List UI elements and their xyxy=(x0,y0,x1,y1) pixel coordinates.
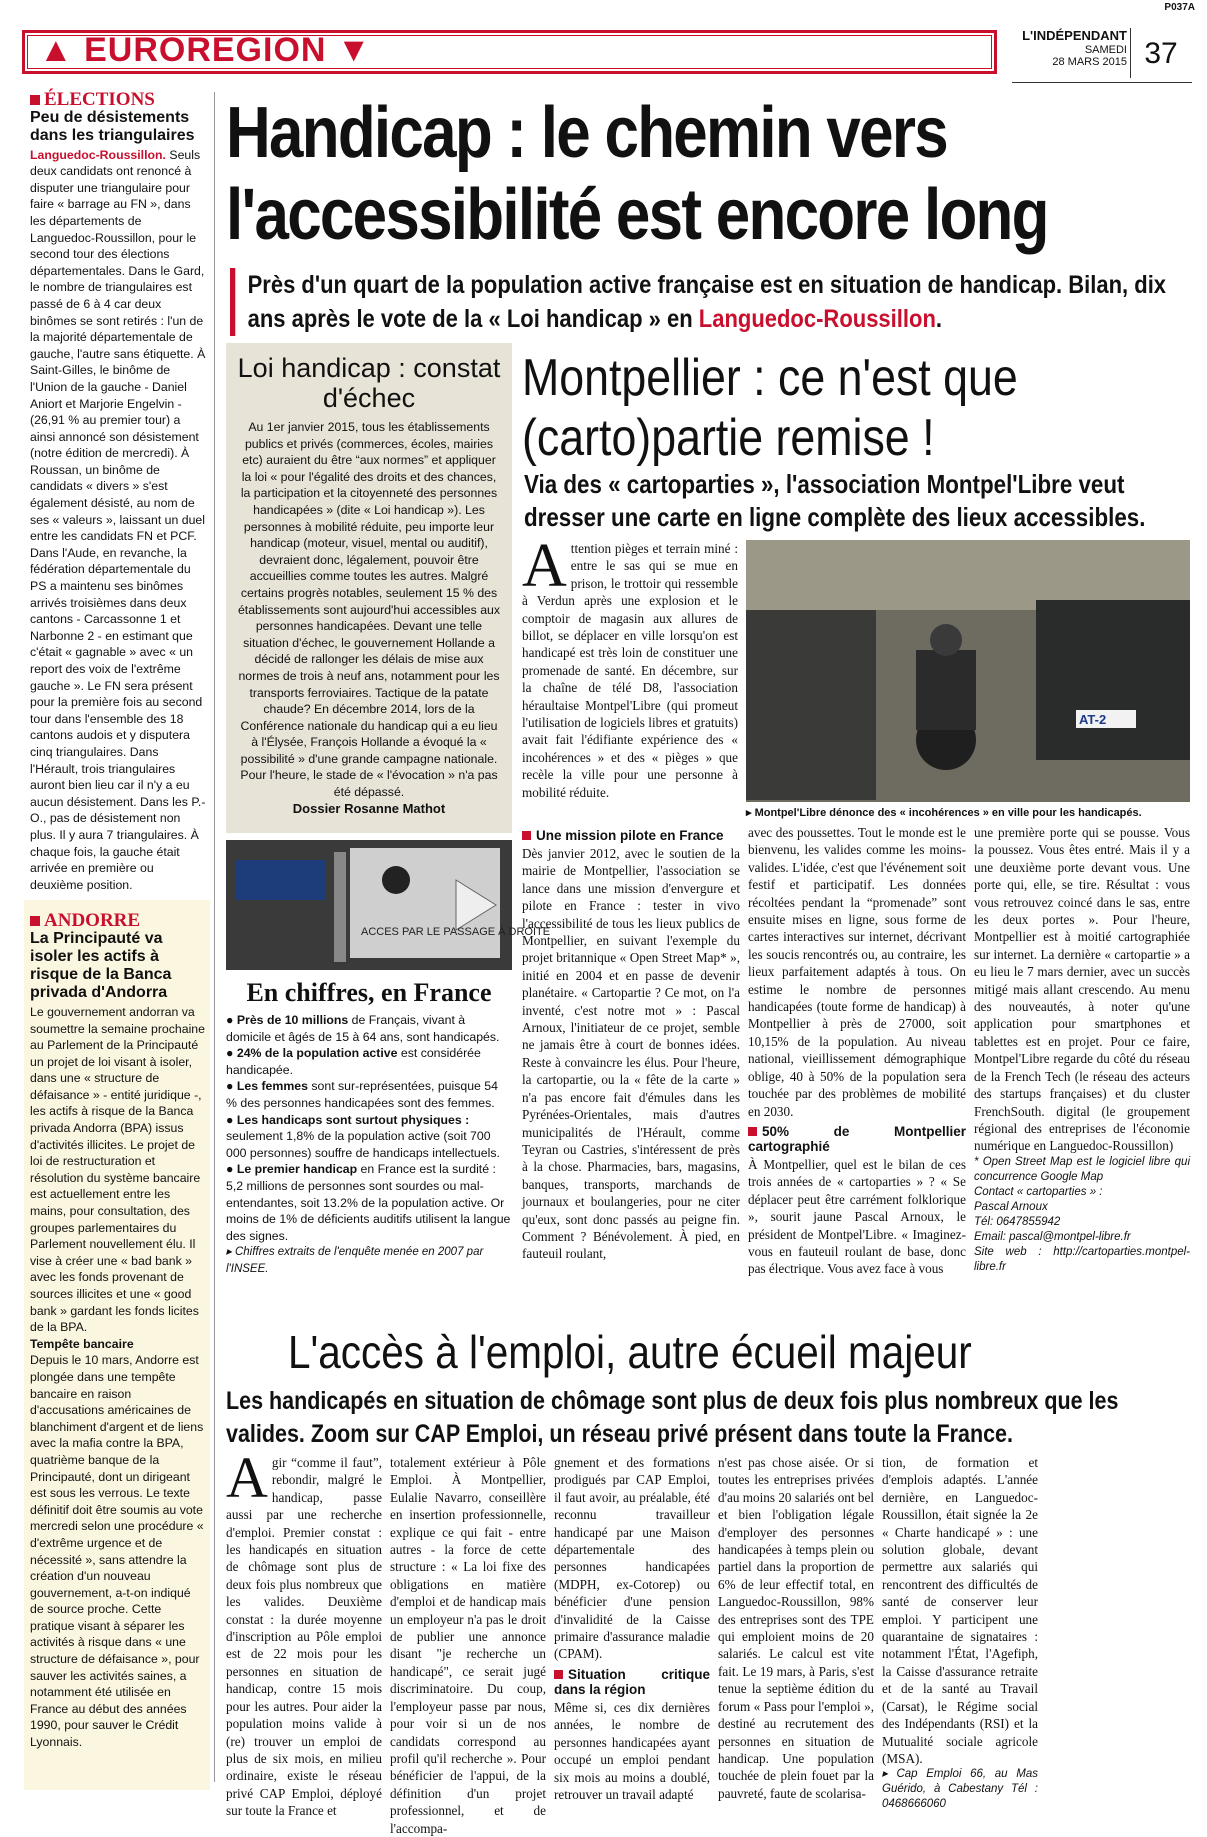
montpellier-contact: * Open Street Map est le logiciel libre qui concurrence Google Map Contact « cartoparties » : Pascal Arnoux Tél: 0647855942 Email: pascal@montpel-libre.fr Site web : http://cartoparties.montpel-libre.fr xyxy=(974,1155,1190,1273)
accessibility-sign-photo xyxy=(226,840,551,970)
subhead-mission: Une mission pilote en France xyxy=(522,828,740,843)
main-deck: Près d'un quart de la population active française est en situation de handicap. Bilan, dix ans après le vote de la « Loi handicap » en Languedoc-Roussillon. xyxy=(230,268,1198,336)
emploi-column-4: n'est pas chose aisée. Or si toutes les entreprises privées d'au moins 20 salariés ont bel et bien l'obligation légale d'employer des personnes handicapées à temps plein ou partiel dans la proportion de 6% de leur effectif total, en Languedoc-Roussillon, 98% des entreprises sont des TPE qui emploient moins de 20 salariés. Le calcul est vite fait. Le 19 mars, à Paris, s'est tenue la septième édition du forum « Pass pour l'emploi », destiné au recrutement des personnes en situation de handicap. Une population touchée de plein fouet par la pauvreté, faute de scolarisa- xyxy=(718,1455,874,1801)
emploi-column-3: gnement et des formations prodigués par CAP Emploi, il faut avoir, au préalable, été reconnu travailleur handicapé par une Maison départementale des personnes handicapées (MDPH, ex-Cotorep) ou bénéficier d'une pension d'invalidité de la Caisse primaire d'assurance maladie (CPAM). Situation critique dans la région Même si, ces dix dernières années, le nombre de personnes handicapées ayant occupé un emploi pendant six mois au moins a doublé, retrouver un travail adapté xyxy=(554,1455,710,1802)
montpellier-column-4: une première porte qui se pousse. Vous la poussez. Vous êtes entré. Mais il y a une deuxième porte devant vous. Une porte qui, elle, se tire. Résultat : vous vous retrouvez coincé dans le sas, entre les deux portes ». Pour l'heure, Montpellier est à moitié cartographiée sur internet. La dernière « cartopartie » a eu lieu le 7 mars dernier, avec un succès mitigé mais allant crescendo. Au menu des nouveautés, à noter qu'une application pour smartphones et tablettes est en projet. Pour ce faire, Montpel'Libre regarde du côté du réseau de la French Tech (le réseau des acteurs des startups françaises) et du cluster FrenchSouth. digital (le groupement régional des entreprises de l'économie numérique en Languedoc-Roussillon) * Open Street Map est le logiciel libre qui concurrence Google Map Contact « cartoparties » : Pascal Arnoux Tél: 0647855942 Email: pascal@montpel-libre.fr Site web : http://cartoparties.montpel-libre.fr xyxy=(974,825,1190,1273)
main-headline: Handicap : le chemin vers l'accessibilité est encore long xyxy=(226,93,1048,255)
chiffres-item: ● Le premier handicap en France est la surdité : 5,2 millions de personnes sont sourdes ou mal-entendantes, soit 13.2% de la population active. Or moins de 1% de déficients auditifs utilisent la langue des signes. xyxy=(226,1162,511,1243)
chiffres-item: ● 24% de la population active est considérée handicapée. xyxy=(226,1046,481,1077)
issue-full-date: 28 MARS 2015 xyxy=(1052,56,1127,68)
andorre-title: La Principauté va isoler les actifs à risque de la Banca privada d'Andorra xyxy=(30,929,172,1001)
sign-photo-graphic xyxy=(226,840,551,970)
emploi-contact: ▸ Cap Emploi 66, au Mas Guérido, à Cabestany Tél : 0468666060 xyxy=(882,1768,1038,1811)
street-photo-graphic xyxy=(746,540,1190,802)
emploi-column-5: tion, de formation et d'emplois adaptés. L'année dernière, en Languedoc-Roussillon, était signée la 2e « Charte handicapé » : une solution globale, devant permettre aux salariés qui rencontrent des difficultés de santé de conserver leur emploi. Y participent une quarantaine de signataires : notamment l'État, l'Agefiph, la Caisse d'assurance retraite et de la santé au Travail (Carsat), le Régime social des Indépendants (RSI) et la Mutualité sociale agricole (MSA). ▸ Cap Emploi 66, au Mas Guérido, à Cabestany Tél : 0468666060 xyxy=(882,1455,1038,1811)
page-number: 37 xyxy=(1130,28,1191,78)
chiffres-item: ● Les femmes sont sur-représentées, puisque 54 % des personnes handicapées sont des femmes. xyxy=(226,1079,498,1110)
issue-date xyxy=(1012,44,1127,68)
issue-day: SAMEDI xyxy=(1084,44,1127,56)
photo-caption: ▸ Montpel'Libre dénonce des « incohérences » en ville pour les handicapés. xyxy=(746,807,1142,819)
left-column xyxy=(30,89,206,1751)
wheelchair-icon xyxy=(382,866,410,894)
loi-text: Au 1er janvier 2015, tous les établissements publics et privés (commerces, écoles, mairies etc) auraient du être “aux normes” et appliquer la loi « pour l'égalité des droits et des chances, la participation et la citoyenneté des personnes handicapées » (dite « Loi handicap »). Les personnes à mobilité réduite, peu importe leur handicap (moteur, visuel, mental ou auditif), devraient donc, légalement, pouvoir être accueillies comme toutes les autres. Malgré certains progrès notables, seulement 15 % des établissements sont aujourd'hui accessibles aux personnes handicapées. Devant une telle situation d'échec, le gouvernement Hollande a décidé de rallonger les délais de mise aux normes de trois à neuf ans, notamment pour les transports ferroviaires. Tactique de la patate chaude? En décembre 2014, lors de la Conférence nationale du handicap qui a eu lieu à l'Élysée, François Hollande a évoqué la « possibilité » d'une grande campagne nationale. Pour l'heure, le stade de « l'évocation » n'a pas été dépassé. xyxy=(237,420,501,800)
montpellier-deck: Via des « cartoparties », l'association Montpel'Libre veut dresser une carte en ligne complète des lieux accessibles. xyxy=(524,469,1146,532)
subhead-situation: Situation critique dans la région xyxy=(554,1666,710,1697)
dropcap: A xyxy=(522,532,567,600)
andorre-body-2: Depuis le 10 mars, Andorre est plongée dans une tempête bancaire en raison d'accusations américaines de blanchiment d'argent et de liens avec la mafia contre la BPA, quatrième banque de la Principauté, dont un dirigeant est sous les verrous. Le texte définitif doit être soumis au vote mercredi selon une procédure « d'extrême urgence et de nécessité », sans attendre la création d'un nouveau gouvernement, a-t-on indiqué de source proche. Cette pratique visant à séparer les activités à risque dans « une structure de défaisance », pour sauver les activités saines, a notamment été utilisée en France au début des années 1990, pour sauver le Crédit Lyonnais. xyxy=(30,1353,204,1750)
elections-kicker: ÉLECTIONS xyxy=(30,92,206,109)
emploi-column-1: Agir “comme il faut”, rebondir, malgré le handicap, passe aussi par une recherche d'emploi. Premier constat : les handicapés en situation de chômage sont plus de deux fois plus nombreux que les valides. Deuxième constat : la durée moyenne d'inscription au Pôle emploi est de 22 mois pour les personnes en situation de handicap, contre 15 mois pour les autres. Pour aider la population moins valide à (re) trouver un emploi de plus de six mois, en milieu ordinaire, existe le réseau privé CAP Emploi, déployé sur toute la France et xyxy=(226,1445,382,1819)
emploi-title: L'accès à l'emploi, autre écueil majeur xyxy=(288,1326,972,1378)
montpellier-column-3: avec des poussettes. Tout le monde est le bienvenu, les valides comme les moins-valides. L'idée, c'est que l'événement soit festif et participatif. Les données récoltées pendant la “promenade” sont ensuite mises en ligne, sous forme de cartes interactives sur internet, décrivant les soucis rencontrés ou, au contraire, les lieux parfaitement adaptés à tous. On estime le nombre de personnes handicapées (toute forme de handicap) à Montpellier à près de 27000, soit 10,15% de la population. Au niveau national, vieillissement démographique oblige, 40 à 50% de la population sera touchée par des problèmes de mobilité en 2030. 50% de Montpellier cartographié À Montpellier, quel est le bilan de ces trois années de « cartoparties » ? « Se déplacer peut être carrément folklorique », sourit jaune Pascal Arnoux, le président de Montpel'Libre. « Imaginez-vous en fauteuil roulant de base, donc pas électrique. Vous avez face à vous xyxy=(748,825,966,1277)
chiffres-item: ● Les handicaps sont surtout physiques : seulement 1,8% de la population active (soit 700 000 personnes) souffre de handicaps intellectuels. xyxy=(226,1112,500,1160)
column-divider xyxy=(214,92,215,1782)
plate-text: AT-2 xyxy=(1079,712,1107,727)
page-id: P037A xyxy=(1164,2,1195,13)
andorre-subhead: Tempête bancaire xyxy=(30,1336,134,1351)
dropcap: A xyxy=(226,1445,268,1510)
loi-handicap-box xyxy=(226,343,512,833)
section-banner xyxy=(22,30,997,74)
chiffres-list xyxy=(226,1012,512,1278)
montpellier-title: Montpellier : ce n'est que (carto)partie remise ! xyxy=(522,349,1018,467)
andorre-kicker: ANDORRE xyxy=(30,913,206,930)
andorre-body: Le gouvernement andorran va soumettre la semaine prochaine au Parlement de la Principauté un projet de loi visant à isoler, dans une « structure de défaisance » - entité juridique -, les actifs à risque de la Banca privada Andorra (BPA) issus d'activités illicites. Le projet de loi de restructuration et résolution du système bancaire est actuellement entre les mains, pour consultation, des groupes parlementaires du Parlement nouvellement élu. Il vise à créer une « bad bank » avec les fonds provenant de sources illicites et une « good bank » gardant les fonds licites de la BPA. xyxy=(30,1004,205,1335)
header-rule xyxy=(1012,82,1192,83)
newspaper-brand: L'INDÉPENDANT xyxy=(1022,28,1127,43)
chiffres-title: En chiffres, en France xyxy=(246,978,492,1007)
wheelchair-street-photo xyxy=(746,540,1190,802)
chiffres-source: ▸ Chiffres extraits de l'enquête menée en 2007 par l'INSEE. xyxy=(226,1246,484,1275)
loi-signature: Dossier Rosanne Mathot xyxy=(292,801,446,816)
loi-title: Loi handicap : constat d'échec xyxy=(237,353,501,413)
section-title: ▲ EUROREGION ▼ xyxy=(39,31,372,69)
montpellier-lead: Attention pièges et terrain miné : entre le sas qui se mue en prison, le trottoir qui ressemble à Verdun après une explosion et le comptoir de magasin aux allures de billot, se déplacer en ville lorsqu'on est handicapé est très loin de constituer une promenade de santé. En décembre, sur la chaîne de télé D8, l'association héraultaise Montpel'Libre (qui promeut l'utilisation de logiciels libres et gratuits) avait fait l'édifiante expérience des « incohérences » et des « pièges » que recèle la ville pour une personne à mobilité réduite. xyxy=(522,532,738,800)
elections-article: Languedoc-Roussillon. Seuls deux candidats ont renoncé à disputer une triangulaire pour faire « barrage au FN », dans les départements de Languedoc-Roussillon, pour le second tour des élections départementales. Dans le Gard, le nombre de triangulaires est passé de 6 à 4 car deux binômes se sont retirés : l'un de la majorité départementale de gauche, l'autre sans étiquette. À Saint-Gilles, le binôme de l'Union de la gauche - Daniel Aniort et Marjorie Engelvin - (26,91 % au premier tour) a ainsi annoncé son désistement (notre édition de mercredi). À Roussan, un binôme de candidats « divers » s'est également désisté, au nom de ses « valeurs », laissant un duel entre les candidats FN et PCF. Dans l'Aude, en revanche, la fédération départementale du PS a maintenu ses binômes arrivés troisièmes dans deux cantons - Carcassonne 1 et Narbonne 2 - en estimant que c'était « gagnable » avec « un report des voix de l'extrême gauche ». Le FN sera présent pour la première fois au second tour dans l'ensemble des 18 cantons audois et y disputera cinq triangulaires. Dans l'Hérault, trois triangulaires auront bien lieu car il n'y a eu aucun désistement. Dans les P.-O., pas de désistement non plus. Il y aura 7 triangulaires. À chaque fois, la gauche était arrivée en première ou deuxième position. xyxy=(30,147,206,892)
emploi-column-2: totalement extérieur à Pôle Emploi. À Montpellier, Eulalie Navarro, conseillère en insertion professionnelle, explique ce qui fait - entre autres - la force de cette structure : « La loi fixe des obligations en matière d'emploi et de handicap mais un employeur n'a pas le droit de publier une annonce disant "je recherche un handicapé", ce serait jugé discriminatoire. Du coup, l'employeur passe par nous, pour voir si un de nos candidats correspond au profil qu'il recherche ». Pour bénéficier de l'appui, de la définition d'un projet professionnel, et de l'accompa- xyxy=(390,1455,546,1836)
chiffres-item: ● Près de 10 millions de Français, vivant à domicile et âgés de 15 à 64 ans, sont handicapés. xyxy=(226,1013,500,1044)
subhead-cartographie: 50% de Montpellier cartographié xyxy=(748,1123,966,1154)
elections-title: Peu de désistements dans les triangulaires xyxy=(30,108,195,144)
montpellier-column-2: Une mission pilote en France Dès janvier 2012, avec le soutien de la mairie de Montpellier, l'association se lance dans une mission d'envergure et pilote en France : tester in vivo l'accessibilité de tous les lieux publics de Montpellier, en suivant l'exemple du projet britannique « Open Street Map* », initié en 2004 et en passe de devenir planétaire. « Cartopartie ? Ce mot, on l'a inventé, c'est notre mot » : Pascal Arnoux, l'initiateur de ce projet, semble ne jamais être à court de bonnes idées. Reste à convaincre les élus. Pour l'heure, la cartopartie, ou la « fête de la carte » n'a pas encore fait d'émules dans les Pyrénées-Orientales, mais d'autres municipalités de l'Hérault, comme Teyran ou Castries, s'intéressent de près à la chose. Pharmacies, bars, magasins, banques, transports, marchands de journaux et boulangeries, pour ne citer qu'eux, sont donc passés au peigne fin. Comment ? Bénévolement. À pied, en fauteuil roulant, xyxy=(522,828,740,1262)
emploi-deck: Les handicapés en situation de chômage sont plus de deux fois plus nombreux que les valides. Zoom sur CAP Emploi, un réseau privé présent dans toute la France. xyxy=(226,1387,1119,1448)
sign-text: ACCES PAR LE PASSAGE À DROITE xyxy=(361,926,551,938)
